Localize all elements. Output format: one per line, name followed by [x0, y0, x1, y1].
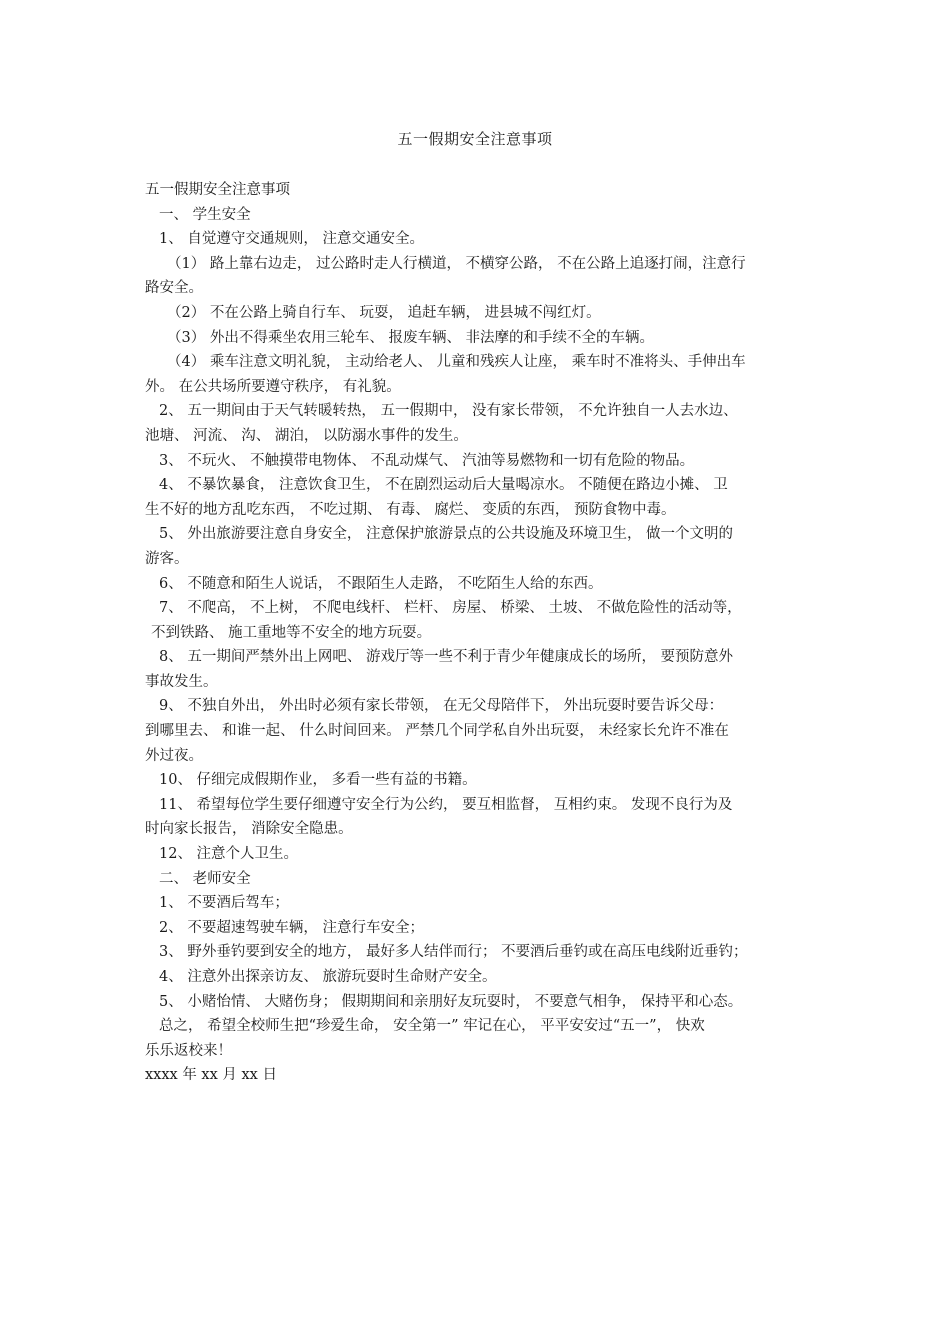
- paragraph-line: （2） 不在公路上骑自行车、 玩耍， 追赶车辆， 进县城不闯红灯。: [167, 304, 601, 321]
- paragraph-line: 游客。: [145, 550, 189, 567]
- paragraph-line: 外。 在公共场所要遵守秩序， 有礼貌。: [145, 378, 401, 395]
- paragraph-line: 到哪里去、 和谁一起、 什么时间回来。 严禁几个同学私自外出玩耍， 未经家长允许不准在: [145, 723, 729, 740]
- paragraph-line: （3） 外出不得乘坐农用三轮车、 报废车辆、 非法摩的和手续不全的车辆。: [167, 329, 655, 346]
- paragraph-line: 1、 不要酒后驾车；: [159, 895, 289, 912]
- paragraph-line: 7、 不爬高， 不上树， 不爬电线杆、 栏杆、 房屋、 桥梁、 土坡、 不做危险性的活动等，: [159, 600, 742, 617]
- paragraph-line: 3、 野外垂钓要到安全的地方， 最好多人结伴而行； 不要酒后垂钓或在高压电线附近垂钓；: [159, 944, 748, 961]
- paragraph-line: 4、 不暴饮暴食， 注意饮食卫生， 不在剧烈运动后大量喝凉水。 不随便在路边小摊、 卫: [159, 477, 728, 494]
- paragraph-line: 事故发生。: [145, 673, 218, 690]
- paragraph-line: 3、 不玩火、 不触摸带电物体、 不乱动煤气、 汽油等易燃物和一切有危险的物品。: [159, 452, 695, 469]
- section-heading-teachers: 二、 老师安全: [159, 870, 251, 887]
- paragraph-line: 12、 注意个人卫生。: [159, 846, 299, 863]
- paragraph-line: 2、 不要超速驾驶车辆， 注意行车安全；: [159, 919, 424, 936]
- paragraph-line: 5、 外出旅游要注意自身安全， 注意保护旅游景点的公共设施及环境卫生， 做一个文明的: [159, 526, 734, 543]
- paragraph-line: 外过夜。: [145, 747, 203, 764]
- paragraph-line: 时向家长报告， 消除安全隐患。: [145, 821, 353, 838]
- closing-line: 乐乐返校来！: [145, 1042, 232, 1059]
- closing-line: 总之， 希望全校师生把“珍爱生命， 安全第一” 牢记在心， 平平安安过“五一”， 快欢: [159, 1018, 705, 1035]
- paragraph-line: 5、 小赌怡情、 大赌伤身； 假期期间和亲朋好友玩耍时， 不要意气相争， 保持平和心态。: [159, 993, 743, 1010]
- paragraph-line: 10、 仔细完成假期作业， 多看一些有益的书籍。: [159, 772, 477, 789]
- section-heading-students: 一、 学生安全: [159, 206, 251, 223]
- paragraph-line: 4、 注意外出探亲访友、 旅游玩耍时生命财产安全。: [159, 969, 497, 985]
- page-title: 五一假期安全注意事项: [397, 130, 553, 148]
- paragraph-line: 9、 不独自外出， 外出时必须有家长带领， 在无父母陪伴下， 外出玩耍时要告诉父母：: [159, 698, 724, 715]
- paragraph-line: 池塘、 河流、 沟、 湖泊， 以防溺水事件的发生。: [145, 427, 468, 444]
- date-line: xxxx 年 xx 月 xx 日: [145, 1067, 277, 1084]
- paragraph-line: 11、 希望每位学生要仔细遵守安全行为公约， 要互相监督， 互相约束。 发现不良行为及: [159, 796, 733, 813]
- paragraph-line: 2、 五一期间由于天气转暖转热， 五一假期中， 没有家长带领， 不允许独自一人去水边、: [159, 403, 738, 420]
- paragraph-line: 1、 自觉遵守交通规则， 注意交通安全。: [159, 231, 424, 248]
- paragraph-line: （1） 路上靠右边走， 过公路时走人行横道， 不横穿公路， 不在公路上追逐打闹，注意行: [167, 255, 746, 272]
- paragraph-line: 生不好的地方乱吃东西， 不吃过期、 有毒、 腐烂、 变质的东西， 预防食物中毒。: [145, 501, 676, 518]
- paragraph-line: 6、 不随意和陌生人说话， 不跟陌生人走路， 不吃陌生人给的东西。: [159, 575, 603, 592]
- paragraph-line: （4） 乘车注意文明礼貌， 主动给老人、 儿童和残疾人让座， 乘车时不准将头、手伸出车: [167, 354, 746, 371]
- paragraph-line: 路安全。: [145, 280, 203, 297]
- body-heading: 五一假期安全注意事项: [145, 182, 290, 198]
- paragraph-line: 8、 五一期间严禁外出上网吧、 游戏厅等一些不利于青少年健康成长的场所， 要预防意外: [159, 649, 734, 666]
- paragraph-line: 不到铁路、 施工重地等不安全的地方玩耍。: [151, 624, 432, 641]
- document-body: [145, 178, 813, 1088]
